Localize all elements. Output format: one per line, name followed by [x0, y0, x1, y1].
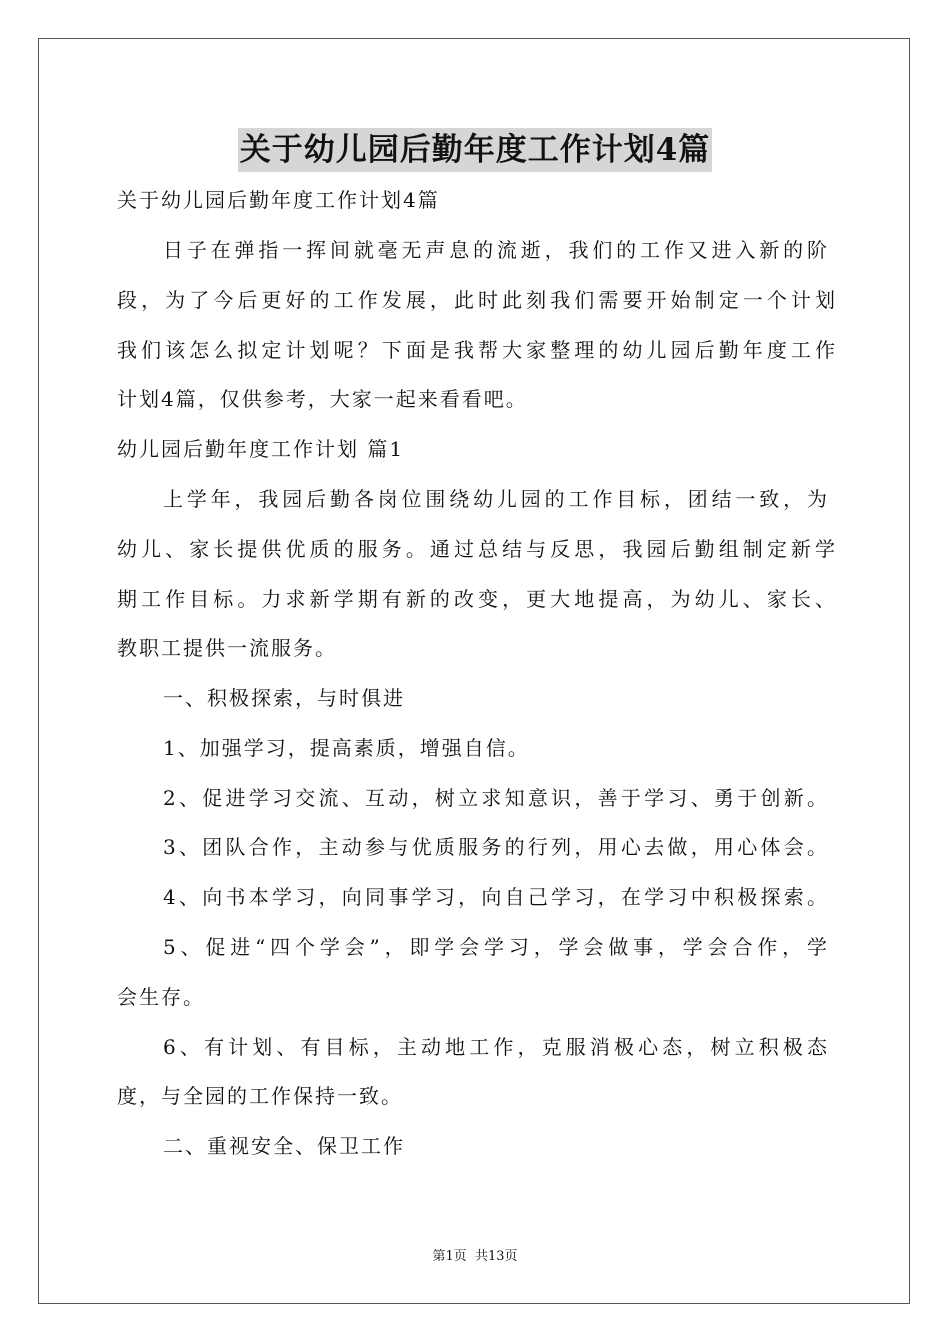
- paragraph-line: 期工作目标。力求新学期有新的改变，更大地提高，为幼儿、家长、: [117, 587, 837, 611]
- page-footer: [0, 1248, 950, 1266]
- list-item: 5、促进“四个学会”，即学会学习，学会做事，学会合作，学: [163, 935, 829, 959]
- paragraph-line: 教职工提供一流服务。: [117, 636, 337, 660]
- subheading-line: 一、积极探索，与时俱进: [163, 686, 405, 710]
- paragraph-line: 日子在弹指一挥间就毫无声息的流逝，我们的工作又进入新的阶: [163, 238, 829, 262]
- list-item: 2、促进学习交流、互动，树立求知意识，善于学习、勇于创新。: [163, 786, 829, 810]
- list-item: 3、团队合作，主动参与优质服务的行列，用心去做，用心体会。: [163, 835, 829, 859]
- list-item: 4、向书本学习，向同事学习，向自己学习，在学习中积极探索。: [163, 885, 829, 909]
- section-heading: 幼儿园后勤年度工作计划 篇1: [117, 437, 405, 461]
- page-total: 共13页: [474, 1249, 518, 1264]
- list-item-continuation: 会生存。: [117, 985, 205, 1009]
- list-item-continuation: 度，与全园的工作保持一致。: [117, 1084, 403, 1108]
- page-number: 第1页: [432, 1249, 467, 1264]
- paragraph-line: 上学年，我园后勤各岗位围绕幼儿园的工作目标，团结一致，为: [163, 487, 829, 511]
- document-title: 关于幼儿园后勤年度工作计划4篇: [238, 128, 713, 172]
- list-item: 6、有计划、有目标，主动地工作，克服消极心态，树立积极态: [163, 1035, 829, 1059]
- list-item: 1、加强学习，提高素质，增强自信。: [163, 736, 530, 760]
- paragraph-line: 幼儿、家长提供优质的服务。通过总结与反思，我园后勤组制定新学: [117, 537, 837, 561]
- paragraph-line: 段，为了今后更好的工作发展，此时此刻我们需要开始制定一个计划: [117, 288, 837, 312]
- paragraph-line: 我们该怎么拟定计划呢？下面是我帮大家整理的幼儿园后勤年度工作: [117, 338, 837, 362]
- subheading-line: 二、重视安全、保卫工作: [163, 1134, 405, 1158]
- title-wrap: [0, 128, 950, 172]
- page-border: [38, 38, 910, 1304]
- subtitle-line: 关于幼儿园后勤年度工作计划4篇: [117, 188, 440, 212]
- paragraph-line: 计划4篇，仅供参考，大家一起来看看吧。: [117, 387, 528, 411]
